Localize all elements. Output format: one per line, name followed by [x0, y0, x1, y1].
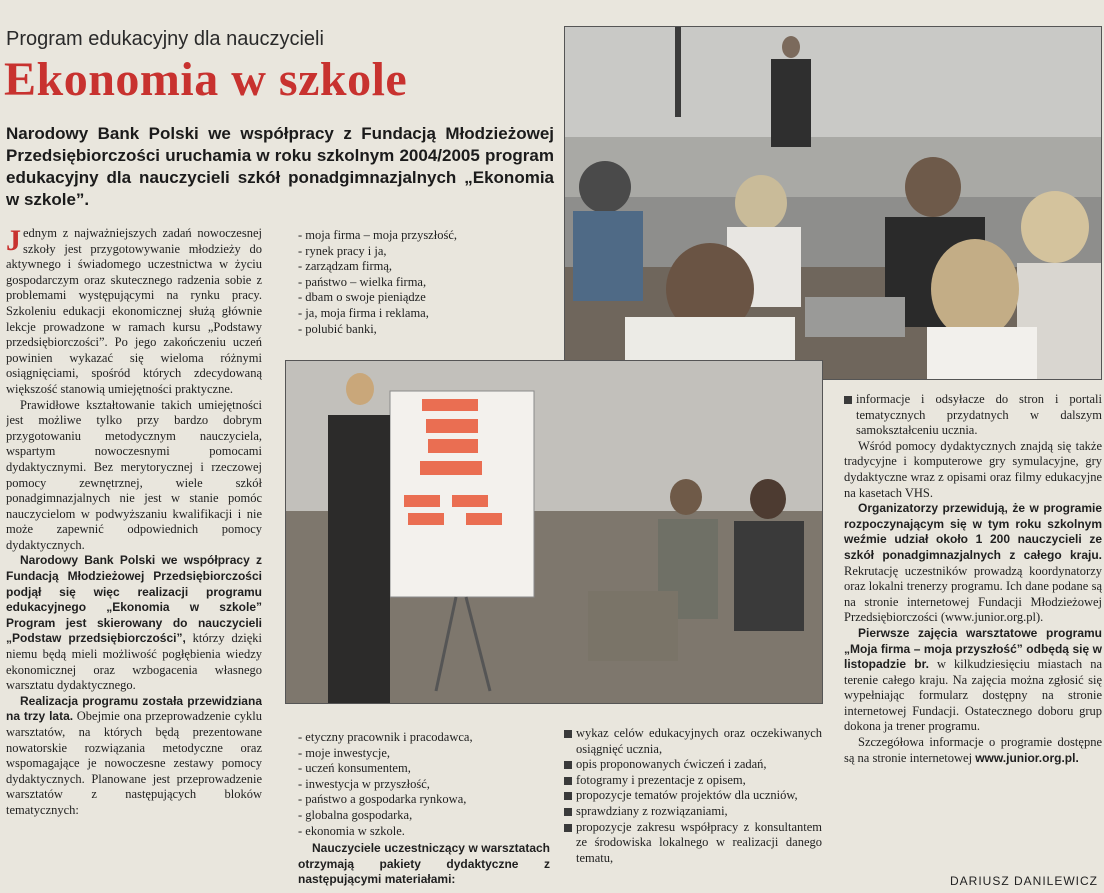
author-byline: DARIUSZ DANILEWICZ	[949, 874, 1098, 888]
paragraph-intro: Jednym z najważniejszych zadań nowoczesnej szkoły jest przygotowywanie młodzieży do aktywnego i świadomego uczestnictwa w życiu gospodarczym oraz skutecznego radzenia sobie z problemami występującymi na rynku pracy. Szkoleniu edukacji ekonomicznej służą głównie lekcje prowadzone w ramach kursu „Podstawy przedsiębiorczości”. Po jego zakończeniu uczeń powinien wykazać się wieloma różnymi osiągnięciami, spośród których zdecydowaną większość stanowią umiejętności praktyczne.	[6, 226, 262, 396]
list-item: - rynek pracy i ja,	[298, 244, 548, 260]
list-item: - moje inwestycje,	[298, 746, 550, 762]
list-item: - zarządzam firmą,	[298, 259, 548, 275]
list-item: - polubić banki,	[298, 322, 548, 338]
article-lead: Narodowy Bank Polski we współpracy z Fundacją Młodzieżowej Przedsiębiorczości uruchamia w roku szkolnym 2004/2005 program edukacyjny dla nauczycieli szkół ponadgimnazjalnych „Ekonomia w szkole”.	[6, 124, 554, 209]
paragraph: Wśród pomocy dydaktycznych znajdą się także tradycyjne i komputerowe gry symulacyjne, gry dydaktyczne wraz z opisami oraz filmy edukacyjne na kasetach VHS.	[844, 438, 1102, 500]
text-column-4	[844, 392, 1102, 862]
photo-presenter-flipchart-image	[286, 361, 822, 703]
list-item: - moja firma – moja przyszłość,	[298, 228, 548, 244]
list-item: - ekonomia w szkole.	[298, 824, 550, 840]
list-item: - inwestycja w przyszłość,	[298, 777, 550, 793]
list-item: informacje i odsyłacze do stron i portali tematycznych przydatnych w dalszym samokształceniu ucznia.	[844, 392, 1102, 439]
website-link[interactable]: www.junior.org.pl.	[975, 750, 1079, 765]
list-item: sprawdziany z rozwiązaniami,	[564, 804, 822, 820]
list-item: propozycje zakresu współpracy z konsultantem ze środowiska lokalnego w realizacji danego tematu,	[564, 820, 822, 867]
photo-workshop-group-image	[565, 27, 1101, 379]
photo-workshop-group	[564, 26, 1102, 380]
text-column-1	[6, 226, 262, 890]
paragraph: Pierwsze zajęcia warsztatowe programu „Moja firma – moja przyszłość” odbędą się w listopadzie br. w kilkudziesięciu miastach na terenie całego kraju. Na zajęcia można zgłosić się wypełniając formularz dostępny na stronie internetowej Fundacji. Ostatecznego doboru grup dokona ja trener programu.	[844, 625, 1102, 734]
paragraph: Narodowy Bank Polski we współpracy z Fundacją Młodzieżowej Przedsiębiorczości podjął się więc realizacji programu edukacyjnego „Ekonomia w szkole” Program jest skierowany do nauczycieli „Podstaw przedsiębiorczości”, którzy dzięki niemu będą mieli możliwość pogłębienia wiedzy ekonomicznej oraz wzbogacenia własnego warsztatu dydaktycznego.	[6, 553, 262, 693]
list-item: - państwo a gospodarka rynkowa,	[298, 792, 550, 808]
list-item: opis proponowanych ćwiczeń i zadań,	[564, 757, 822, 773]
paragraph: Organizatorzy przewidują, że w programie rozpoczynającym się w tym roku szkolnym weźmie udział około 1 200 nauczycieli ze szkół ponadgimnazjalnych z całego kraju. Rekrutację uczestników prowadzą koordynatorzy oraz lokalni trenerzy programu. Ich dane podane są na stronie internetowej Fundacji Młodzieżowej Przedsiębiorczości (www.junior.org.pl).	[844, 501, 1102, 625]
paragraph: Nauczyciele uczestniczący w warsztatach otrzymają pakiety dydaktyczne z następującymi materiałami:	[298, 841, 550, 887]
text-column-2-bottom	[298, 730, 550, 888]
text-column-3-bottom	[564, 726, 822, 866]
photo-presenter-flipchart	[285, 360, 823, 704]
list-item: fotogramy i prezentacje z opisem,	[564, 773, 822, 789]
dropcap: J	[6, 226, 21, 257]
list-item: - globalna gospodarka,	[298, 808, 550, 824]
list-item: - ja, moja firma i reklama,	[298, 306, 548, 322]
paragraph: Realizacja programu została przewidziana na trzy lata. Obejmie ona przeprowadzenie cyklu warsztatów, na których będą prezentowane nowatorskie rozwiązania metodyczne oraz wspomagające je nowoczesne zestawy pomocy dydaktycznych. Planowane jest przeprowadzenie warsztatów z następujących bloków tematycznych:	[6, 693, 262, 817]
list-item: - uczeń konsumentem,	[298, 761, 550, 777]
list-item: - dbam o swoje pieniądze	[298, 290, 548, 306]
topic-list-top	[298, 228, 548, 337]
list-item: - państwo – wielka firma,	[298, 275, 548, 291]
paragraph: Prawidłowe kształtowanie takich umiejętności jest możliwe tylko przy bardzo dobrym przygotowaniu metodycznym nauczyciela, wspartym nowoczesnymi pomocami dydaktycznymi. Bez merytorycznej i rzeczowej pomocy zewnętrznej, wiele szkół ponadgimnazjalnych nie jest w stanie pomóc nauczycielom w podwyższaniu kwalifikacji i nie może zapewnić odpowiednich pomocy dydaktycznych.	[6, 397, 262, 552]
list-item: wykaz celów edukacyjnych oraz oczekiwanych osiągnięć ucznia,	[564, 726, 822, 757]
article-kicker: Program edukacyjny dla nauczycieli	[6, 28, 324, 50]
article-title: Ekonomia w szkole	[4, 53, 408, 106]
list-item: propozycje tematów projektów dla uczniów,	[564, 788, 822, 804]
paragraph: Szczegółowa informacje o programie dostępne są na stronie internetowej www.junior.org.pl.	[844, 735, 1102, 765]
list-item: - etyczny pracownik i pracodawca,	[298, 730, 550, 746]
